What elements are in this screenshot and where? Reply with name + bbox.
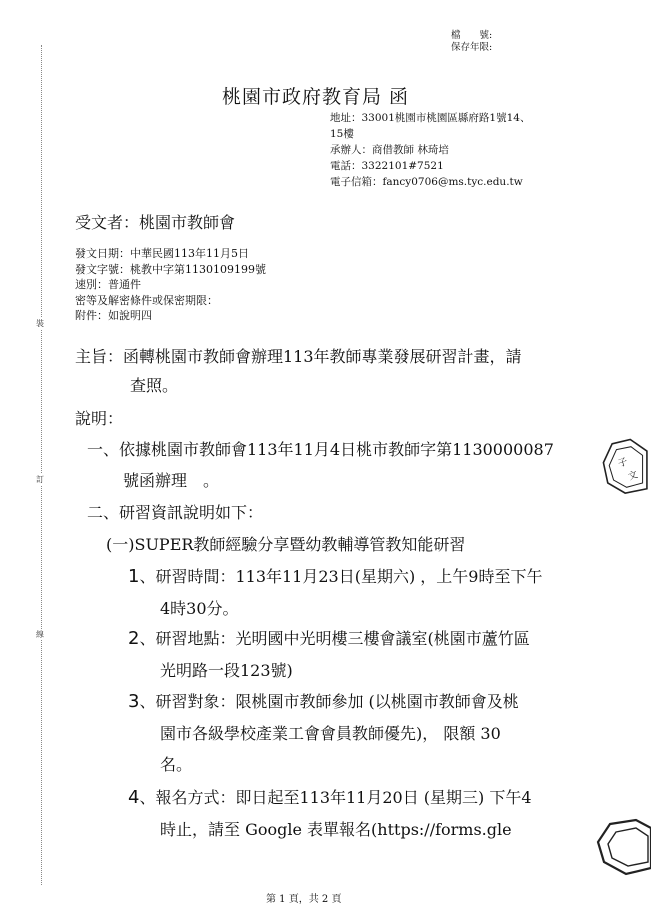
sender-address-1: 地址：33001桃園市桃園區縣府路1號14、 [330, 112, 531, 124]
point-3-text: 、研習對象：限桃園市教師參加 (以桃園市教師會及桃 [139, 692, 519, 711]
sender-contact: 承辦人：商借教師 林琦培 [330, 144, 449, 156]
sender-address-2: 15樓 [330, 128, 354, 140]
item-1-line-1: 一、依據桃園市教師會113年11月4日桃市教師字第1130000087 [87, 440, 554, 459]
margin-mark-staple: 訂 [36, 475, 44, 484]
doc-date: 發文日期：中華民國113年11月5日 [75, 247, 249, 260]
file-no-label: 檔 號: [451, 30, 493, 41]
point-4-line-1 [128, 785, 532, 808]
point-1-line-1 [128, 564, 542, 587]
explanation-label: 說明： [75, 409, 124, 428]
point-2-number: 2 [128, 628, 140, 649]
point-4-number: 4 [128, 787, 140, 808]
point-2-line-2: 光明路一段123號) [160, 661, 293, 680]
doc-number: 發文字號：桃教中字第1130109199號 [75, 262, 266, 276]
subject-line-2: 查照。 [130, 376, 179, 395]
point-2-line-1 [128, 626, 530, 649]
margin-mark-bind: 裝 [36, 319, 44, 328]
point-1-text: 、研習時間：113年11月23日(星期六) ，上午9時至下午 [139, 567, 543, 586]
doc-meta [75, 246, 266, 324]
sub-item-1: (一)SUPER教師經驗分享暨幼教輔導管教知能研習 [106, 535, 466, 554]
sender-phone: 電話：3322101#7521 [330, 160, 444, 172]
doc-speed: 速別：普通件 [75, 278, 141, 291]
margin-mark-line: 線 [36, 630, 44, 639]
binding-line [41, 45, 42, 885]
svg-text:文: 文 [626, 469, 640, 483]
point-1-line-2: 4時30分。 [160, 599, 239, 618]
recipient: 受文者：桃園市教師會 [75, 213, 236, 232]
point-1-number: 1 [128, 566, 140, 587]
sender-email: 電子信箱：fancy0706@ms.tyc.edu.tw [330, 176, 523, 188]
electronic-seal-mark [588, 438, 651, 496]
file-info [451, 30, 492, 54]
doc-secrecy: 密等及解密條件或保密期限： [75, 293, 218, 307]
sender-info [330, 110, 530, 190]
doc-attachment: 附件：如說明四 [75, 309, 152, 322]
point-3-line-1 [128, 689, 519, 712]
item-1-line-2: 號函辦理 。 [123, 471, 220, 490]
point-4-line-2: 時止，請至 Google 表單報名(https://forms.gle [160, 820, 512, 839]
svg-text:子: 子 [616, 456, 630, 470]
point-3-line-2: 園市各級學校產業工會會員教師優先)， 限額 30 [160, 724, 501, 743]
document-title: 桃園市政府教育局 函 [222, 86, 410, 108]
page-footer: 第 1 頁，共 2 頁 [266, 894, 342, 905]
point-3-line-3: 名。 [160, 755, 193, 774]
point-4-text: 、報名方式：即日起至113年11月20日 (星期三) 下午4 [139, 788, 532, 807]
electronic-seal-fragment [596, 818, 651, 876]
point-2-text: 、研習地點：光明國中光明樓三樓會議室(桃園市蘆竹區 [139, 629, 530, 648]
subject-line-1: 主旨：函轉桃園市教師會辦理113年教師專業發展研習計畫，請 [75, 347, 522, 366]
point-3-number: 3 [128, 691, 140, 712]
retention-label: 保存年限: [451, 42, 493, 53]
item-2: 二、研習資訊說明如下： [87, 503, 264, 522]
